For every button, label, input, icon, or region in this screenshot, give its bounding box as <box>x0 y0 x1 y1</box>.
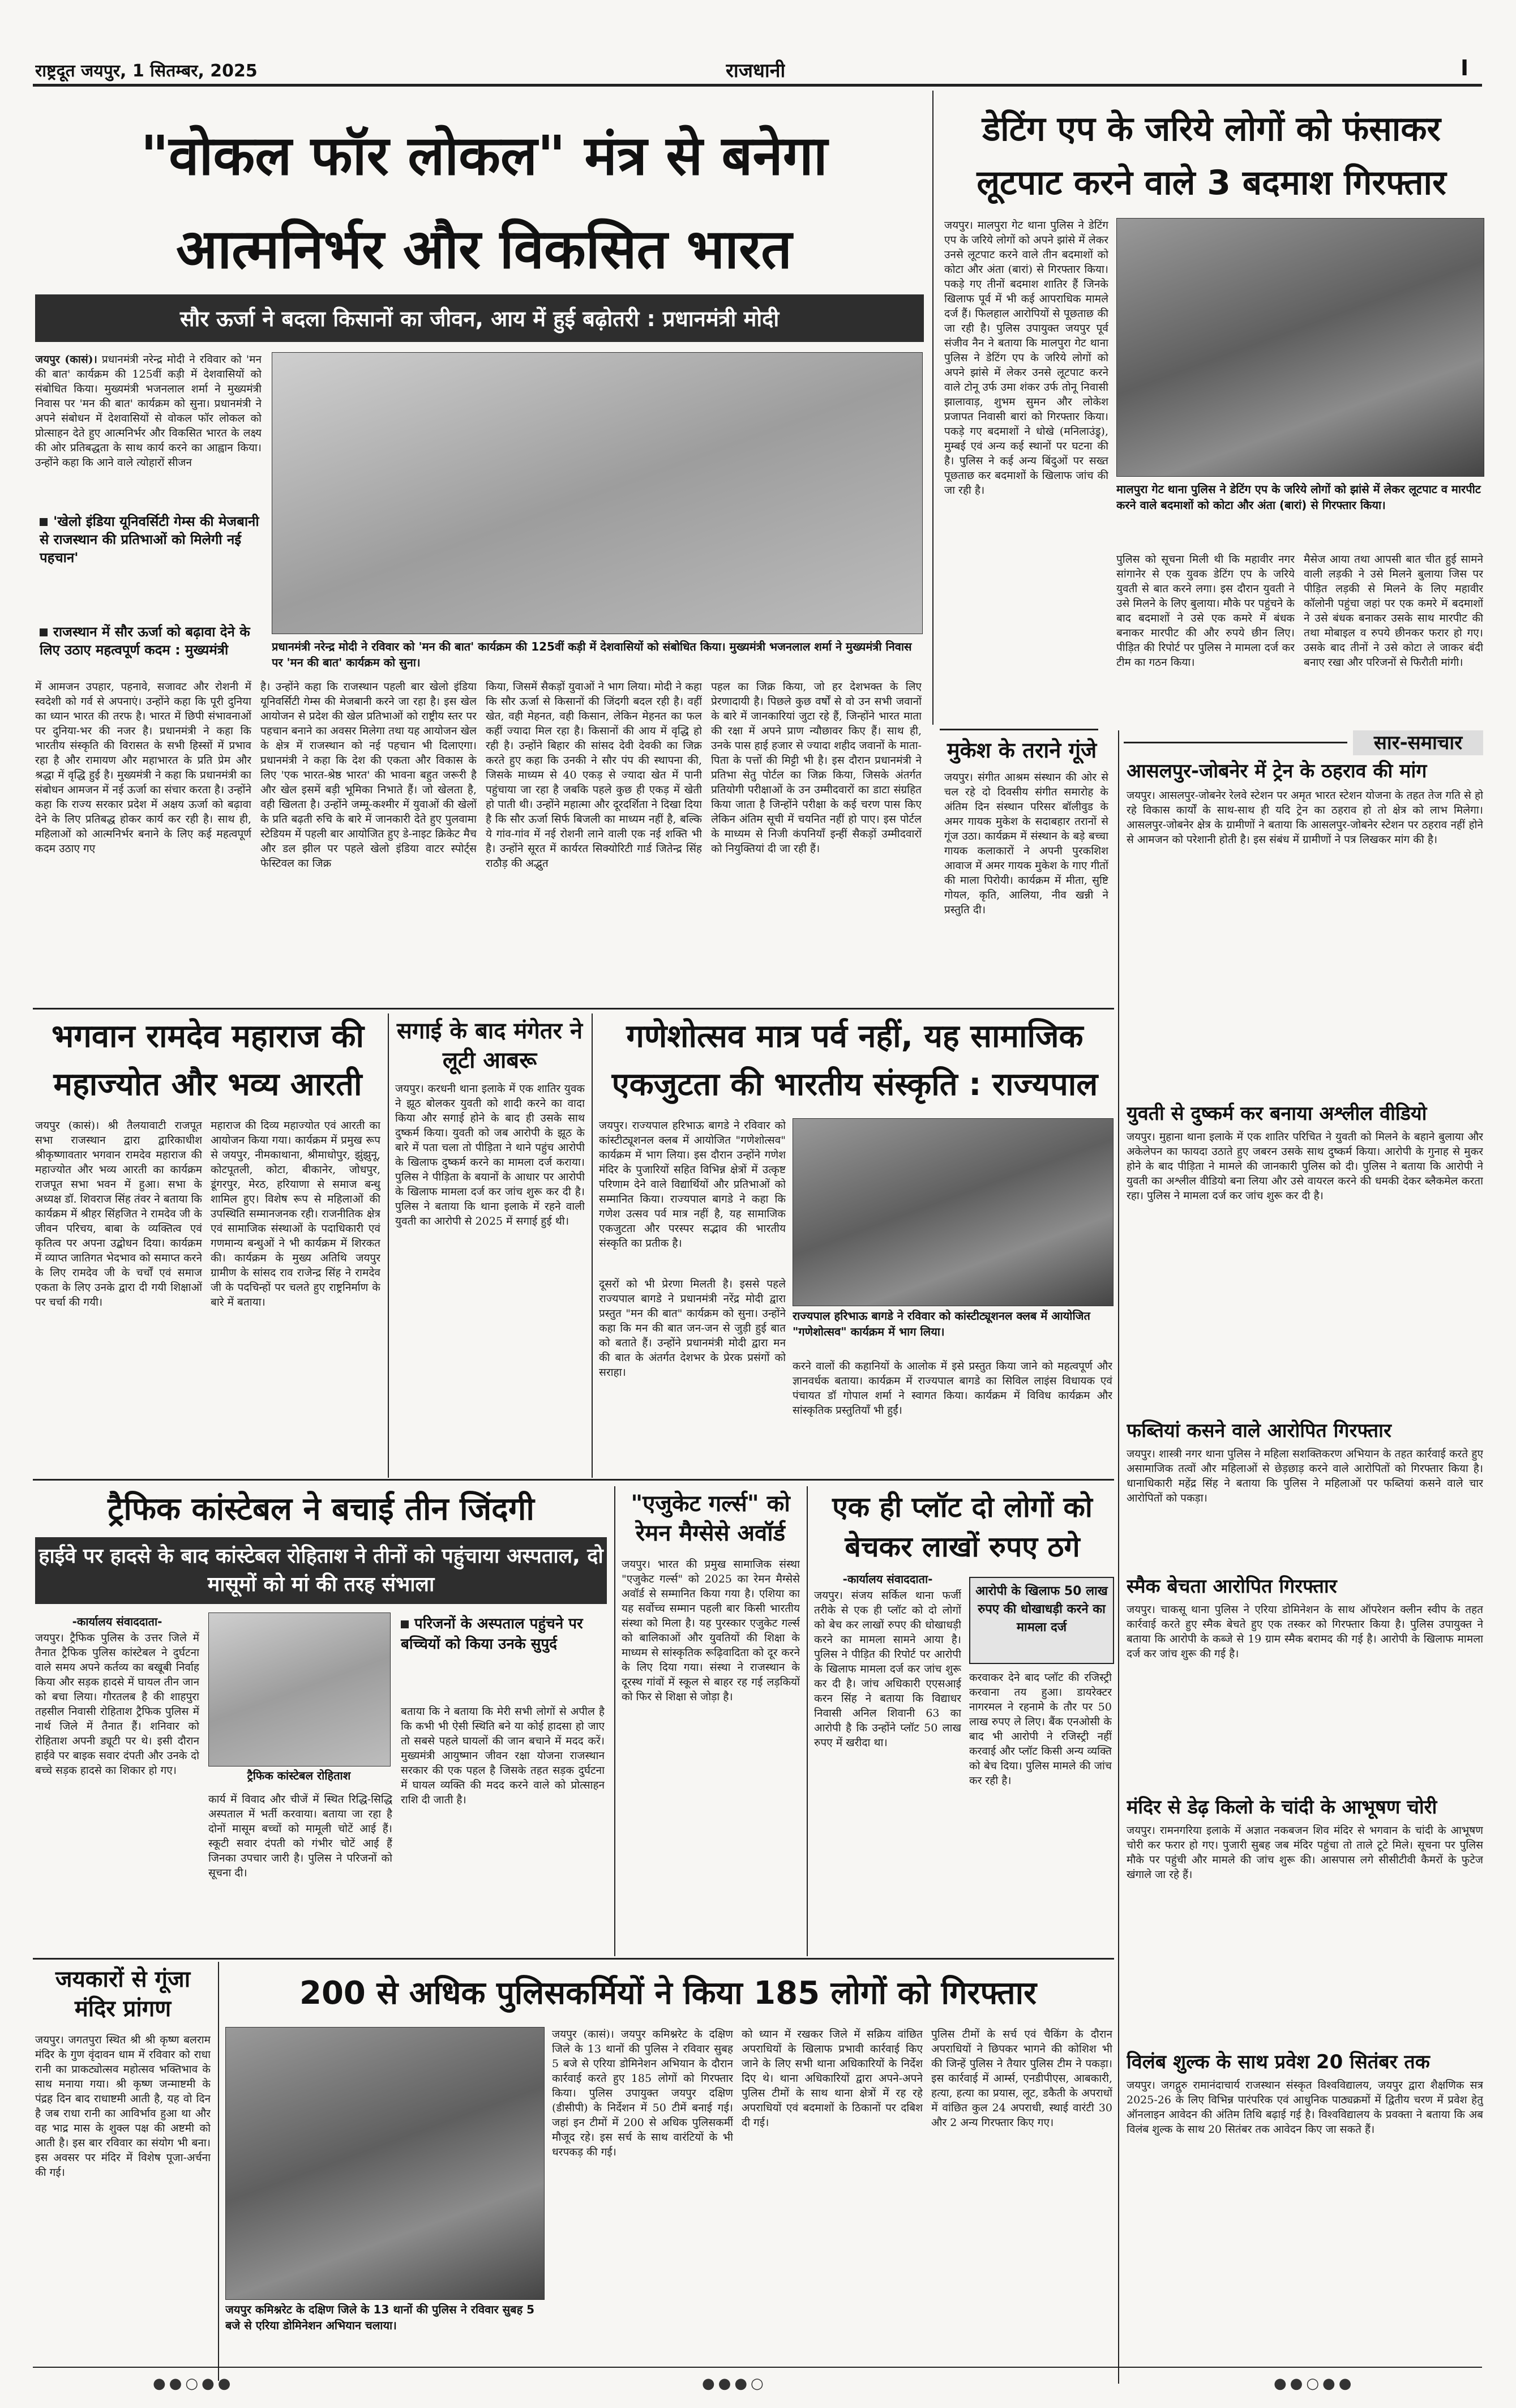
bullet-square-icon <box>401 1620 409 1628</box>
ganesh-col-2: दूसरों को भी प्रेरणा मिलती है। इससे पहले राज्यपाल बागडे ने प्रधानमंत्री नरेंद्र मोदी द्वारा प्रस्तुत "मन की बात" कार्यक्रम को सुना। उन्होंने कहा कि मन की बात जन-जन से जुड़ी हुई बात को बताते हैं। उन्होंने प्रधानमंत्री मोदी द्वारा मन की बात के अंतर्गत देशभर के प्रेरक प्रसंगों को सराहा। <box>599 1278 786 1379</box>
police-headline: 200 से अधिक पुलिसकर्मियों ने किया 185 लोगों को गिरफ्तार <box>299 1975 1037 2012</box>
masthead-left: राष्ट्रदूत जयपुर, 1 सितम्बर, 2025 <box>35 61 258 81</box>
sagai-headline: सगाई के बाद मंगेतर ने लूटी आबरू <box>396 1018 583 1073</box>
sar-text-3: जयपुर। शास्त्री नगर थाना पुलिस ने महिला सशक्तिकरण अभियान के तहत कार्रवाई करते हुए असामाजिक तत्वों और महिलाओं से छेड़छाड़ करने वाले आरोपितों को गिरफ्तार किया है। धानाधिकारी महेंद्र सिंह ने बताया कि पुलिस ने महिलाओं पर फब्तियां कसने वाले चार आरोपितों को पकड़ा। <box>1127 1448 1483 1504</box>
column-divider <box>932 91 933 725</box>
sar-label: सार-समाचार <box>1353 730 1483 755</box>
dating-headline-2: लूटपाट करने वाले 3 बदमाश गिरफ्तार <box>977 163 1446 203</box>
lead-col-3: किया, जिसमें सैकड़ों युवाओं ने भाग लिया। मोदी ने कहा कि सौर ऊर्जा से किसानों की जिंदगी बदल रही है। वहीं खेत, वही मेहनत, वही किसान, लेकिन मेहनत का फल कहीं ज्यादा मिल रहा है। किसानों की आय में वृद्धि हो रही है। उन्होंने बिहार की सांसद देवी देवकी का जिक्र करते हुए कहा कि उनकी ने सौर पंप की स्थापना की, जिसके माध्यम से 40 एकड़ से ज्यादा खेत में पानी पहुंचाया जा रहा है जबकि पहले कुछ ही एकड़ में खेती हो पाती थी। उन्होंने महात्मा और दूरदर्शिता ने दिखा दिया है कि सौर ऊर्जा सिर्फ बिजली का माध्यम नहीं है, बल्कि ये गांव-गांव में नई रोशनी लाने वाली एक नई शक्ति भी है। उन्होंने सूरत में कार्यरत सिक्योरिटी गार्ड जितेन्द्र सिंह राठौड़ की अद्भुत <box>486 681 702 870</box>
lead-col-1: में आमजन उपहार, पहनावे, सजावट और रोशनी में स्वदेशी को गर्व से अपनाएं। उन्होंने कहा कि पूरी दुनिया का ध्यान भारत की तरफ है। भारत में छिपी संभावनाओं पर दुनिया-भर की नजर है। प्रधानमंत्री ने कहा कि भारतीय संस्कृति की विरासत के सभी हिस्सों में प्रभाव रहा है और रामायण और महाभारत के प्रति प्रेम और श्रद्धा में वृद्धि हुई है। मुख्यमंत्री ने कहा कि प्रधानमंत्री का संबोधन आमजन में नई ऊर्जा का संचार करता है। उन्होंने कहा कि राज्य सरकार प्रदेश में अक्षय ऊर्जा को बढ़ावा देने के लिए प्रतिबद्ध होकर कार्य कर रही है। साथ ही, महिलाओं को आत्मनिर्भर बनाने के लिए कई महत्वपूर्ण कदम उठाए गए <box>35 681 251 855</box>
bullet-square-icon <box>40 628 48 636</box>
sar-text-2: जयपुर। मुहाना थाना इलाके में एक शातिर परिचित ने युवती को मिलने के बहाने बुलाया और अकेलेपन का फायदा उठाते हुए जबरन उसके साथ दुष्कर्म किया। आरोपी के गुनाह से मुकर होने के बाद पीड़िता ने मामले की जानकारी पुलिस को दी। पुलिस ने बताया कि आरोपी ने युवती का अश्लील वीडियो बना लिया और उसे वायरल करने की धमकी देकर ब्लैकमेल करता रहा। पुलिस ने मामला दर्ज कर जांच शुरू कर दी है। <box>1127 1131 1483 1202</box>
dating-col-1: जयपुर। मालपुरा गेट थाना पुलिस ने डेटिंग एप के जरिये लोगों को अपने झांसे में लेकर उनसे लूटपाट करने वाले तीन बदमाशों को कोटा और अंता (बारां) से गिरफ्तार किया। पकड़े गए तीनों बदमाश शातिर हैं जिनके खिलाफ पूर्व में भी कई आपराधिक मामले दर्ज हैं। फिलहाल आरोपियों से पूछताछ की जा रही है। पुलिस उपायुक्त जयपुर पूर्व संजीव नैन ने बताया कि मालपुरा गेट थाना पुलिस ने डेटिंग एप के जरिये लोगों को अपने झांसे में लेकर उनसे लूटपाट करने वाले टोनू उर्फ उमा शंकर उर्फ तोनू निवासी झालावाड़, शुभम सुमन और लोकेश प्रजापत निवासी बारां को गिरफ्तार किया। पकड़े गए बदमाशों ने धोखे (मनिलाउंड्र्), मुम्बई एवं अन्य कई स्थानों पर घटना की है। पुलिस ने कई अन्य बिंदुओं पर सख्त पूछताछ कर बदमाशों के खिलाफ जांच की जा रही है। <box>944 219 1108 497</box>
lead-headline-1: "वोकल फॉर लोकल" मंत्र से बनेगा <box>140 124 828 187</box>
plot-headline-2: बेचकर लाखों रुपए ठगे <box>845 1530 1080 1563</box>
sar-text-5: जयपुर। रामनगरिया इलाके में अज्ञात नकबजन शिव मंदिर से भगवान के चांदी के आभूषण चोरी कर फरार हो गए। पुजारी सुबह जब मंदिर पहुंचा तो ताले टूटे मिले। सूचना पर पुलिस मौके पर पहुंची और मामले की जांच शुरू की। आसपास लगे सीसीटीवी कैमरों के फुटेज खंगाले जा रहे हैं। <box>1127 1824 1483 1881</box>
bottom-top-rule <box>33 1958 1114 1960</box>
lead-photo <box>272 352 923 634</box>
sar-headline-6: विलंब शुल्क के साथ प्रवेश 20 सितंबर तक <box>1127 2051 1430 2073</box>
bullet-square-icon <box>40 518 48 526</box>
mukesh-rule <box>940 729 1098 730</box>
lower-top-rule <box>33 1479 1114 1481</box>
lead-bullet-1 <box>40 512 260 567</box>
sagai-divider <box>388 1013 389 1478</box>
sar-headline-1: आसलपुर-जोबनेर में ट्रेन के ठहराव की मांग <box>1127 760 1427 782</box>
sar-headline-4: स्मैक बेचता आरोपित गिरफ्तार <box>1127 1575 1337 1598</box>
lead-subhead: सौर ऊर्जा ने बदला किसानों का जीवन, आय में हुई बढ़ोतरी : प्रधानमंत्री मोदी <box>35 294 924 342</box>
sar-top-rule <box>1124 742 1347 743</box>
ganesh-col-1: जयपुर। राज्यपाल हरिभाऊ बागडे ने रविवार को कांस्टीट्यूशनल क्लब में आयोजित "गणेशोत्सव" कार्यक्रम में भाग लिया। इस दौरान उन्होंने गणेश मंदिर के पुजारियों सहित विभिन्न क्षेत्रों में उत्कृष्ट परिणाम देने वाले विद्यार्थियों और प्रतिभाओं को सम्मानित किया। राज्यपाल बागडे ने कहा कि गणेश उत्सव पर्व मात्र नहीं है, यह सामाजिक एकजुटता और परस्पर सद्भाव की भारतीय संस्कृति का प्रतीक है। <box>599 1119 786 1250</box>
educate-text: जयपुर। भारत की प्रमुख सामाजिक संस्था "एजुकेट गर्ल्स" को 2025 का रेमन मैग्सेसे अवॉर्ड से सम्मानित किया गया है। एशिया का यह सर्वोच्च सम्मान पहली बार किसी भारतीय संस्था को मिला है। यह पुरस्कार एजुकेट गर्ल्स को बालिकाओं और युवतियों की शिक्षा के माध्यम से सांस्कृतिक रूढ़िवादिता को दूर करने के लिए दिया गया। संस्था ने राजस्थान के दूरस्थ गांवों में स्कूल से बाहर रह गई लड़कियों को फिर से शिक्षा से जोड़ा है। <box>622 1558 800 1703</box>
ramdev-col-1: जयपुर (कासं)। श्री तैलयावाटी राजपूत सभा राजस्थान द्वारा द्वारिकाधीश श्रीकृष्णावतार भगवान रामदेव महाराज की महाज्योत और भव्य आरती का कार्यक्रम राजपूत सभा भवन में हुआ। सभा के अध्यक्ष डॉ. शिवराज सिंह तंवर ने बताया कि कार्यक्रम में श्रीहर सिंहजित ने रामदेव जी के जीवन परिचय, बाबा के व्यक्तित्व एवं कृतित्व पर अपना उद्बोधन दिया। कार्यक्रम में व्याप्त जातिगत भेदभाव को समाप्त करने के लिए रामदेव जी के चर्चों एवं समाज एकता के लिए उनके द्वारा दी गयी शिक्षाओं पर चर्चा की गयी। <box>35 1119 202 1308</box>
lead-bullet-1-text: 'खेलो इंडिया यूनिवर्सिटी गेम्स की मेजबानी से राजस्थान की प्रतिभाओं को मिलेगी नई पहचान' <box>40 514 259 566</box>
traffic-headline: ट्रैफिक कांस्टेबल ने बचाई तीन जिंदगी <box>108 1491 534 1528</box>
police-divider <box>218 1962 219 2381</box>
plot-col-1: जयपुर। संजय सर्किल थाना फर्जी तरीके से एक ही प्लॉट को दो लोगों को बेच कर लाखों रुपए की धोखाधड़ी करने का मामला सामने आया है। पुलिस ने पीड़ित की रिपोर्ट पर आरोपी के खिलाफ मामला दर्ज कर जांच शुरू कर दी है। जांच अधिकारी एएसआई करन सिंह ने बताया कि विद्याधर निवासी अनिल शिवानी 63 का आरोपी है कि उन्होंने प्लॉट 50 लाख रुपए में खरीदा था। <box>814 1589 961 1749</box>
ganesh-divider <box>592 1013 593 1478</box>
lead-headline-2: आत्मनिर्भर और विकसित भारत <box>176 217 792 281</box>
dating-photo <box>1116 218 1484 477</box>
educate-divider <box>614 1486 615 1956</box>
traffic-bullet <box>401 1614 605 1654</box>
police-photo-caption: जयपुर कमिश्नरेट के दक्षिण जिले के 13 थानों की पुलिस ने रविवार सुबह 5 बजे से एरिया डोमिनेशन अभियान चलाया। <box>225 2303 535 2332</box>
police-col-1: जयपुर (कासं)। जयपुर कमिश्नरेट के दक्षिण जिले के 13 थानों की पुलिस ने रविवार सुबह 5 बजे से एरिया डोमिनेशन अभियान के दौरान कार्रवाई करते हुए 185 लोगों को गिरफ्तार किया। पुलिस उपायुक्त जयपुर दक्षिण (डीसीपी) के निर्देशन में 50 टीमें बनाई गई। जहां इन टीमों में 200 से अधिक पुलिसकर्मी मौजूद रहे। इस सर्च के साथ वारंटियों के भी धरपकड़ की गई। <box>552 2028 733 2158</box>
lead-col-4: पहल का जिक्र किया, जो हर देशभक्त के लिए प्रेरणादायी है। पिछले कुछ वर्षों से वो उन सभी जवानों के बारे में जानकारियां जुटा रहे हैं, जिन्होंने भारत माता की रक्षा में अपने प्राण न्यौछावर किए हैं। साथ ही, उनके पास हाई हजार से ज्यादा शहीद जवानों के माता-पिता के पत्तों की मिट्टी भी है। इस दौरान प्रधानमंत्री ने प्रतिभा सेतु पोर्टल का जिक्र किया, जिसके अंतर्गत प्रतियोगी परीक्षाओं के उन उम्मीदवारों का डाटा संग्रहित किया जाता है जिन्होंने परीक्षा के कई चरण पास किए लेकिन अंतिम सूची में चयनित नहीं हो पाए। इस पोर्टल के माध्यम से निजी कंपनियाँ इन्हीं सैकड़ों उम्मीदवारों को नियुक्तियां दी जा रही हैं। <box>711 681 922 855</box>
footer-rule <box>33 2367 1482 2368</box>
dating-col-3: मैसेज आया तथा आपसी बात चीत हुई सामने वाली लड़की ने उसे मिलने बुलाया जिस पर पीड़ित लड़की से मिलने के लिए महावीर कॉलोनी पहुंचा जहां पर एक कमरे में बदमाशों ने उसे बंधक बनाकर उसके साथ मारपीट की तथा मोबाइल व रुपये छीनकर फरार हो गए। उसके बाद तीनों ने उसे कोटा ले जाकर बंदी बनाए रखा और परिजनों से फिरौती मांगी। <box>1304 553 1483 669</box>
lead-dateline: जयपुर (कासं)। <box>35 353 97 366</box>
dating-headline-1: डेटिंग एप के जरिये लोगों को फंसाकर <box>982 109 1441 149</box>
ganesh-headline-2: एकजुटता की भारतीय संस्कृति : राज्यपाल <box>611 1066 1098 1103</box>
traffic-photo-caption: ट्रैफिक कांस्टेबल रोहिताश <box>247 1769 351 1782</box>
sar-text-4: जयपुर। चाकसू थाना पुलिस ने एरिया डोमिनेशन के साथ ऑपरेशन क्लीन स्वीप के तहत कार्रवाई करते हुए स्मैक बेचते हुए एक तस्कर को गिरफ्तार किया है। पुलिस उपायुक्त ने बताया कि आरोपी के कब्जे से 19 ग्राम स्मैक बरामद की गई है। आरोपी के खिलाफ मामला दर्ज कर जांच शुरू की गई है। <box>1127 1603 1483 1660</box>
traffic-col-1: जयपुर। ट्रैफिक पुलिस के उत्तर जिले में तैनात ट्रैफिक पुलिस कांस्टेबल ने दुर्घटना वाले समय अपने कर्तव्य का बखूबी निर्वाह किया और सड़क हादसे में घायल तीन जान को बचा लिया। गौरतलब है की शाहपुरा तहसील निवासी रोहिताश ट्रैफिक पुलिस में नार्थ जिले में तैनात हैं। शनिवार को रोहिताश अपनी ड्यूटी पर थे। इसी दौरान हाईवे पर बाइक सवार दंपती और उनके दो बच्चे सड़क हादसे का शिकार हो गए। <box>35 1632 199 1777</box>
educate-headline: "एजुकेट गर्ल्स" को रेमन मैग्सेसे अवॉर्ड <box>631 1491 790 1546</box>
lead-bullet-2 <box>40 623 260 659</box>
jaykare-text: जयपुर। जगतपुरा स्थित श्री श्री कृष्ण बलराम मंदिर के गुण वृंदावन धाम में रविवार को राधा रानी का प्राकट्योत्सव महोत्सव भक्तिभाव के साथ मनाया गया। श्री कृष्ण जन्माष्टमी के पंद्रह दिन बाद राधाष्टमी आती है, यह वो दिन है जब राधा रानी का आविर्भाव हुआ था और वह भाद्र मास के शुक्ल पक्ष की अष्टमी को आती है। इस बार रविवार का संयोग भी बना। इस अवसर पर मंदिर में विशेष पूजा-अर्चना की गई। <box>35 2034 211 2179</box>
mukesh-text: जयपुर। संगीत आश्रम संस्थान की ओर से चल रहे दो दिवसीय संगीत समारोह के अंतिम दिन संस्थान परिसर बॉलीवुड के अमर गायक मुकेश के सदाबहार तरानों से गूंज उठा। कार्यक्रम में संस्थान के बड़े बच्चा गायक कलाकारों ने अपनी पुरकशिश आवाज में अमर गायक मुकेश के गाए गीतों की माला पिरोयी। कार्यक्रम में मीता, सुष्टि गोयल, कृति, आलिया, नीव खन्नी ने प्रस्तुति दी। <box>944 771 1108 916</box>
plot-headline-1: एक ही प्लॉट दो लोगों को <box>832 1491 1093 1524</box>
sar-text-6: जयपुर। जगद्गुरु रामानंदाचार्य राजस्थान संस्कृत विश्वविद्यालय, जयपुर द्वारा शैक्षणिक सत्र 2025-26 के लिए विभिन्न पारंपरिक एवं आधुनिक पाठ्यक्रमों में द्वितीय चरण में प्रवेश हेतु ऑनलाइन आवेदन की अंतिम तिथि बढ़ाई गई है। विश्वविद्यालय के प्रवक्ता ने बताया कि अब विलंब शुल्क के साथ 20 सितंबर तक आवेदन किए जा सकते हैं। <box>1127 2079 1483 2136</box>
lead-intro-text: प्रधानमंत्री नरेन्द्र मोदी ने रविवार को 'मन की बात' कार्यक्रम की 125वीं कड़ी में देशवासियों को संबोधित किया। मुख्यमंत्री भजनलाल शर्मा ने मुख्यमंत्री निवास पर 'मन की बात' कार्यक्रम को सुना। प्रधानमंत्री ने अपने संबोधन में देशवासियों से वोकल फॉर लोकल को प्रोत्साहन देते हुए आत्मनिर्भर और विकसित भारत के लक्ष्य की ओर प्रतिबद्धता के साथ कार्य करने का आह्वान किया। उन्होंने कहा कि आने वाले त्योहारों सीजन <box>35 353 262 469</box>
dating-col-2: पुलिस को सूचना मिली थी कि महावीर नगर सांगानेर से एक युवक डेटिंग एप के जरिये युवती से बात करने लगा। इस दौरान युवती ने उसे मिलने के लिए बुलाया। मौके पर पहुंचने के बाद बदमाशों ने उसे एक कमरे में बंधक बनाकर मारपीट की और रुपये छीन लिए। पीड़ित की रिपोर्ट पर पुलिस ने मामला दर्ज कर टीम का गठन किया। <box>1116 553 1295 669</box>
police-photo <box>225 2027 545 2300</box>
lead-intro <box>35 352 262 505</box>
plot-byline: -कार्यालय संवाददाता- <box>842 1572 933 1586</box>
plot-col-2: करवाकर देने बाद प्लॉट की रजिस्ट्री करवाना तय हुआ। डायरेक्टर नागरमल ने रहनामे के तौर पर 50 लाख रुपए ले लिए। बैंक एनओसी के बाद भी आरोपी ने रजिस्ट्री नहीं करवाई और प्लॉट किसी अन्य व्यक्ति को बेच दिया। पुलिस मामले की जांच कर रही है। <box>969 1671 1112 1787</box>
ramdev-headline-1: भगवान रामदेव महाराज की <box>51 1018 365 1055</box>
ganesh-headline-1: गणेशोत्सव मात्र पर्व नहीं, यह सामाजिक <box>626 1018 1084 1055</box>
traffic-subhead: हाईवे पर हादसे के बाद कांस्टेबल रोहिताश ने तीनों को पहुंचाया अस्पताल, दो मासूमों को मां की तरह संभाला <box>35 1537 607 1604</box>
traffic-bullet-text: परिजनों के अस्पताल पहुंचने पर बच्चियों को किया उनके सुपुर्द <box>401 1615 583 1653</box>
police-col-3: पुलिस टीमों के सर्च एवं चैकिंग के दौरान अपराधियों ने छिपकर भागने की कोशिश भी की जिन्हें पुलिस ने तैयार पुलिस टीम ने पकड़ा। इस कार्रवाई में आर्म्स, एनडीपीएस, आबकारी, हत्या, हत्या का प्रयास, लूट, डकैती के अपराधों में वांछित कुल 24 अपराधी, स्थाई वारंटी 30 और 2 अन्य गिरफ्तार किए गए। <box>931 2028 1112 2129</box>
jaykare-headline: जयकारों से गूंजा मंदिर प्रांगण <box>55 1966 191 2022</box>
plot-boxed-text: आरोपी के खिलाफ 50 लाख रुपए की धोखाधड़ी करने का मामला दर्ज <box>975 1584 1108 1635</box>
traffic-byline: -कार्यालय संवाददाता- <box>72 1615 162 1628</box>
plot-divider <box>807 1486 808 1956</box>
masthead-rule <box>33 84 1482 87</box>
section-title: राजधानी <box>726 59 786 82</box>
police-col-2: को ध्यान में रखकर जिले में सक्रिय वांछित अपराधियों के खिलाफ प्रभावी कार्रवाई किए जाने के लिए सभी थाना अधिकारियों के निर्देश दिए थे। थाना अधिकारियों द्वारा अपने-अपने पुलिस टीमों के साथ थाना क्षेत्रों में रह रहे अपराधियों एवं बदमाशों के ठिकानों पर दबिश दी गई। <box>742 2028 923 2129</box>
traffic-photo <box>208 1613 391 1767</box>
lead-col-2: है। उन्होंने कहा कि राजस्थान पहली बार खेलो इंडिया यूनिवर्सिटी गेम्स की मेजबानी करने जा रहा है। इस खेल आयोजन से प्रदेश की खेल प्रतिभाओं को राष्ट्रीय स्तर पर पहचान बनाने का अवसर मिलेगा तथा यह आयोजन खेल के क्षेत्र में राजस्थान को नई पहचान भी दिलाएगा। प्रधानमंत्री ने कहा कि देश की एकता और विकास के लिए 'एक भारत-श्रेष्ठ भारत' की भावना बहुत जरूरी है और खेल इसमें बड़ी भूमिका निभाते हैं। जो खेलता है, वही खिलता है। उन्होंने जम्मू-कश्मीर में युवाओं की खेलों के प्रति बढ़ती रुचि के बारे में जानकारी देते हुए पुलवामा स्टेडियम में पहली बार आयोजित हुए डे-नाइट क्रिकेट मैच और डल झील पर पहले खेलो इंडिया वाटर स्पोर्ट्स फेस्टिवल का जिक्र <box>260 681 477 870</box>
lead-photo-caption: प्रधानमंत्री नरेन्द्र मोदी ने रविवार को 'मन की बात' कार्यक्रम की 125वीं कड़ी में देशवासियों को संबोधित किया। मुख्यमंत्री भजनलाल शर्मा ने मुख्यमंत्री निवास पर 'मन की बात' कार्यक्रम को सुना। <box>272 640 912 669</box>
plot-boxed <box>969 1577 1114 1664</box>
sar-headline-5: मंदिर से डेढ़ किलो के चांदी के आभूषण चोरी <box>1127 1796 1437 1819</box>
sar-headline-2: युवती से दुष्कर्म कर बनाया अश्लील वीडियो <box>1127 1102 1427 1125</box>
footer-dots-mid: ●●●○ <box>702 2375 767 2392</box>
traffic-col-3: कार्य में विवाद और चीजें में स्थित रिद्धि-सिद्धि अस्पताल में भर्ती करवाया। बताया जा रहा है दोनों मासूम बच्चों को मामूली चोटें आई हैं। स्कूटी सवार दंपती को गंभीर चोटें आई हैं जिनका उपचार जारी है। पुलिस ने परिजनों को सूचना दी। <box>208 1793 392 1879</box>
sagai-text: जयपुर। करधनी थाना इलाके में एक शातिर युवक ने झूठ बोलकर युवती को शादी करने का वादा किया और सगाई होने के बाद ही उसके साथ दुष्कर्म किया। युवती को जब आरोपी के झूठ के बारे में पता चला तो पीड़िता ने थाने पहुंच आरोपी के खिलाफ दुष्कर्म करने का मामला दर्ज कराया। पुलिस ने पीड़िता के बयानों के आधार पर आरोपी के खिलाफ मामला दर्ज कर जांच शुरू कर दी है। पुलिस ने बताया कि थाना इलाके में रहने वाली युवती का आरोपी से 2025 में सगाई हुई थी। <box>395 1083 585 1227</box>
ganesh-col-3: करने वालों की कहानियों के आलोक में इसे प्रस्तुत किया जाने को महत्वपूर्ण और ज्ञानवर्धक बताया। कार्यक्रम में राज्यपाल बागडे का सिविल लाइंस विधायक एवं पंचायत डॉ गोपाल शर्मा ने स्वागत किया। कार्यक्रम में विविध कार्यक्रम और सांस्कृतिक प्रस्तुतियाँ भी हुईं। <box>793 1360 1112 1417</box>
ganesh-photo-caption: राज्यपाल हरिभाऊ बागडे ने रविवार को कांस्टीट्यूशनल क्लब में आयोजित "गणेशोत्सव" कार्यक्रम में भाग लिया। <box>793 1309 1090 1338</box>
lead-bullet-2-text: राजस्थान में सौर ऊर्जा को बढ़ावा देने के लिए उठाए महत्वपूर्ण कदम : मुख्यमंत्री <box>40 624 250 658</box>
sar-divider <box>1118 730 1119 2384</box>
middle-top-rule <box>33 1008 1114 1010</box>
traffic-col-2: बताया कि ने बताया कि मेरी सभी लोगों से अपील है कि कभी भी ऐसी स्थिति बने या कोई हादसा हो जाए तो सबसे पहले घायलों की जान बचाने में मदद करें। मुख्यमंत्री आयुष्मान जीवन रक्षा योजना राजस्थान सरकार की एक पहल है जिसके तहत सड़क दुर्घटना में घायल व्यक्ति की मदद करने वाले को प्रोत्साहन राशि दी जाती है। <box>401 1705 605 1806</box>
mukesh-headline: मुकेश के तराने गूंजे <box>947 738 1097 763</box>
sar-text-1: जयपुर। आसलपुर-जोबनेर रेलवे स्टेशन पर अमृत भारत स्टेशन योजना के तहत तेज गति से हो रहे विकास कार्यों के साथ-साथ ही यदि ट्रेन का ठहराव हो तो क्षेत्र को लाभ मिलेगा। आसलपुर-जोबनेर क्षेत्र के ग्रामीणों ने बताया कि आसलपुर-जोबनेर स्टेशन पर ठहराव नहीं होने से आमजन को परेशानी होती है। इस संबंध में ग्रामीणों ने पत्र लिखकर मांग की है। <box>1127 789 1483 846</box>
ramdev-col-2: महाराज की दिव्य महाज्योत एवं आरती का आयोजन किया गया। कार्यक्रम में प्रमुख रूप से जयपुर, नीमकाथाना, श्रीमाधोपुर, झुंझुनू, कोटपूतली, कोटा, बीकानेर, जोधपुर, डूंगरपुर, मेरठ, हरियाणा से समाज बन्धु शामिल हुए। विशेष रूप से महिलाओं की उपस्थिति सम्मानजनक रही। राजनीतिक क्षेत्र एवं सामाजिक संस्थाओं के पदाधिकारी एवं गणमान्य बन्धुओं ने भी कार्यक्रम में शिरकत की। कार्यक्रम के मुख्य अतिथि जयपुर ग्रामीण के सांसद राव राजेन्द्र सिंह ने रामदेव जी के पदचिन्हों पर चलते हुए राष्ट्रनिर्माण के बारे में बताया। <box>211 1119 380 1308</box>
sar-headline-3: फब्तियां कसने वाले आरोपित गिरफ्तार <box>1127 1419 1391 1442</box>
footer-dots-right: ●●○●● <box>1274 2375 1355 2392</box>
footer-dots-left: ●●○●● <box>153 2375 234 2392</box>
ramdev-headline-2: महाज्योत और भव्य आरती <box>53 1066 362 1103</box>
ganesh-photo <box>793 1118 1114 1306</box>
page-number: I <box>1461 55 1469 80</box>
dating-photo-caption: मालपुरा गेट थाना पुलिस ने डेटिंग एप के जरिये लोगों को झांसे में लेकर लूटपाट व मारपीट करने वाले बदमाशों को कोटा और अंता (बारां) से गिरफ्तार किया। <box>1116 482 1481 512</box>
